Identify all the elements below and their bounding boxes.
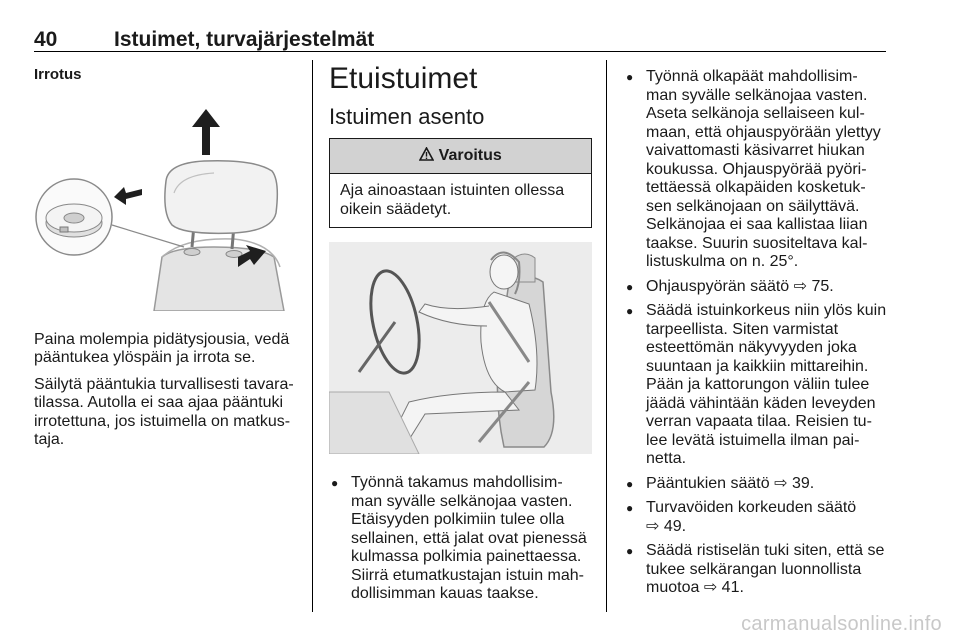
page-reference-arrow-icon[interactable] — [704, 579, 717, 596]
list-item — [624, 278, 888, 297]
watermark: carmanualsonline.info — [741, 613, 942, 635]
seating-position-figure — [329, 242, 592, 454]
section-subheading: Irrotus — [34, 66, 82, 83]
list-item: ● Työnnä takamus mahdollisim-man syvälle selkänojaa vasten. Etäisyyden polkimiin tulee olla sellainen, että jalat ovat pienessä kulmassa polkimia painettaessa. Siirrä etumatkustajan istuin mah-dollisimman kauas taakse. — [329, 474, 592, 604]
list-item-text: Säädä istuinkorkeus niin ylös kuin tarpeellista. Siten varmistat esteettömän näkyvyyden joka suuntaan ja kaikkiin mittareihin. Pään ja kattorungon väliin tulee jäädä vähintään käden leveyden verran vapaata tilaa. Reisien tu-lee levätä istuimella ilman pai-netta. — [646, 302, 887, 467]
list-item — [624, 68, 888, 272]
page-reference[interactable]: 41. — [717, 579, 744, 596]
page-reference[interactable]: 39. — [787, 474, 815, 492]
list-item-text: Pääntukien säätö — [646, 474, 770, 492]
section-title: Etuistuimet — [329, 62, 478, 95]
column-divider-2 — [606, 60, 607, 612]
list-item — [624, 302, 888, 469]
list-item-text: Ohjauspyörän säätö — [646, 277, 790, 295]
header-divider — [34, 51, 886, 52]
headrest-removal-figure — [34, 97, 298, 311]
middle-bullet-list — [329, 474, 592, 604]
list-item-text: Säädä ristiselän tuki siten, että se tukee selkärangan luonnollista muotoa — [646, 542, 885, 596]
warning-label: Varoitus — [438, 147, 502, 164]
warning-box — [329, 138, 592, 228]
page-reference-arrow-icon[interactable] — [646, 518, 659, 535]
page-reference-arrow-icon[interactable] — [794, 278, 807, 295]
chapter-title: Istuimet, turvajärjestelmät — [114, 28, 375, 51]
left-column — [34, 66, 298, 458]
page-number: 40 — [34, 28, 58, 51]
list-item — [624, 475, 888, 494]
driver-illustration — [329, 242, 592, 454]
list-item — [624, 542, 888, 598]
page-reference-arrow-icon[interactable] — [774, 475, 787, 492]
list-item — [624, 499, 888, 536]
warning-header — [330, 139, 591, 174]
column-divider-1 — [312, 60, 313, 612]
middle-column — [329, 62, 592, 610]
page-reference[interactable]: 49. — [659, 517, 687, 535]
storage-paragraph: Säilytä pääntukia turvallisesti tavara-tilassa. Autolla ei saa ajaa pääntuki irrotettuna, jos istuimella on matkus-taja. — [34, 375, 294, 448]
right-bullet-list — [624, 68, 888, 598]
instruction-paragraph: Paina molempia pidätysjousia, vedä pääntukea ylöspäin ja irrota se. — [34, 330, 290, 366]
warning-triangle-icon — [419, 147, 434, 161]
list-item-text: Työnnä olkapäät mahdollisim-man syvälle selkänojaa vasten. Aseta selkänoja sellaiseen kul-maan, että ohjauspyörään ylettyy vaivattomasti käsivarret hiukan koukussa. Ohjauspyörää pyöri-tettäessä olkapäiden kosketuk-sen selkänojaan on säilyttävä. Selkänojaa ei saa kallistaa liian taakse. Suurin suositeltava kal-listuskulma on n. 25°. — [646, 68, 881, 270]
page-reference[interactable]: 75. — [807, 277, 834, 295]
warning-text: Aja ainoastaan istuinten ollessa oikein säädetyt. — [340, 182, 565, 218]
headrest-illustration — [34, 97, 298, 311]
section-subtitle: Istuimen asento — [329, 104, 485, 129]
list-item-text: Turvavöiden korkeuden säätö — [646, 499, 857, 516]
right-column — [624, 68, 888, 604]
